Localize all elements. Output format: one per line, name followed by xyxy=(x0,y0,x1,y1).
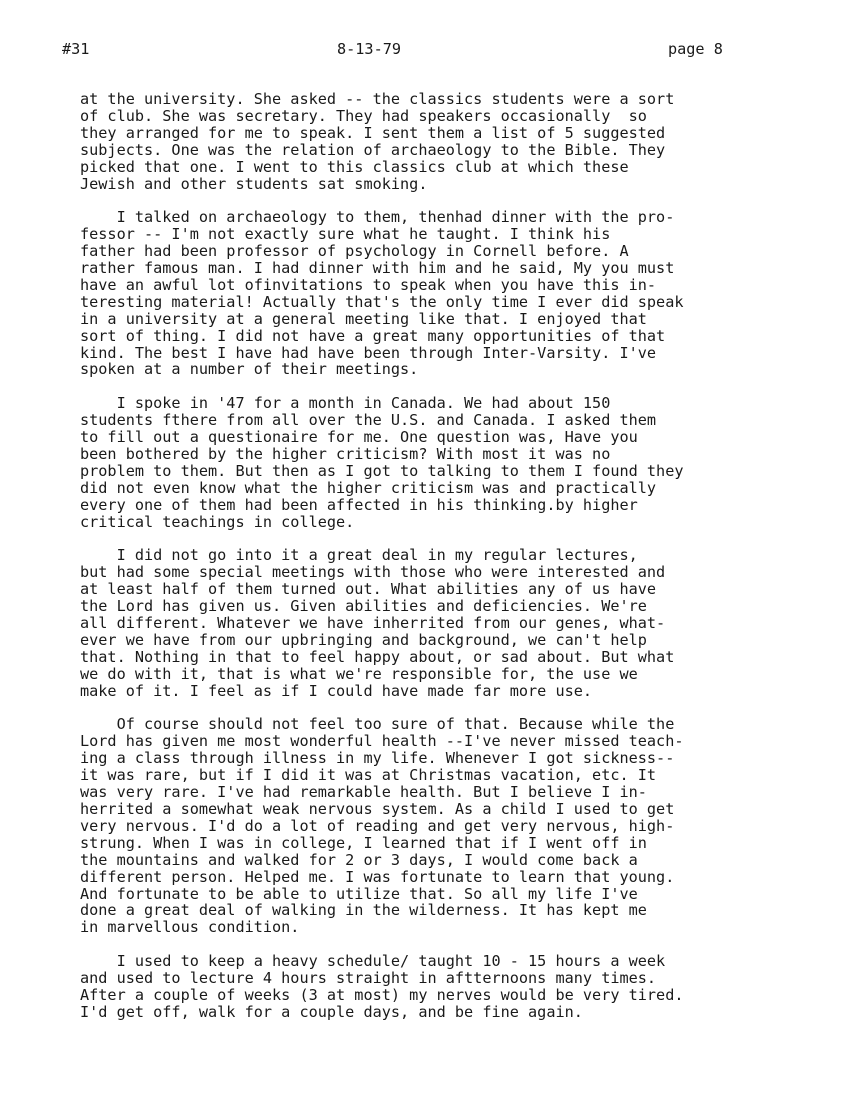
text-line: I'd get off, walk for a couple days, and be fine again. xyxy=(80,1002,583,1021)
text-line: father had been professor of psychology in Cornell before. A xyxy=(80,242,629,261)
text-line: the mountains and walked for 2 or 3 days, I would come back a xyxy=(80,850,638,869)
text-line: I used to keep a heavy schedule/ taught 10 - 15 hours a week xyxy=(80,952,666,971)
text-line: critical teachings in college. xyxy=(80,512,355,531)
page-header xyxy=(0,38,847,60)
text-line: ever we have from our upbringing and background, we can't help xyxy=(80,630,647,649)
text-line: problem to them. But then as I got to talking to them I found they xyxy=(80,461,684,480)
text-line: spoken at a number of their meetings. xyxy=(80,360,419,379)
text-line: Lord has given me most wonderful health --I've never missed teach- xyxy=(80,732,684,751)
paragraph xyxy=(80,209,780,378)
text-line: make of it. I feel as if I could have made far more use. xyxy=(80,681,593,700)
text-line: was very rare. I've had remarkable health. But I believe I in- xyxy=(80,783,647,802)
text-line: they arranged for me to speak. I sent them a list of 5 suggested xyxy=(80,123,666,142)
text-line: very nervous. I'd do a lot of reading and get very nervous, high- xyxy=(80,816,675,835)
text-line: but had some special meetings with those who were interested and xyxy=(80,563,666,582)
text-line: subjects. One was the relation of archaeology to the Bible. They xyxy=(80,140,666,159)
text-line: all different. Whatever we have inherrited from our genes, what- xyxy=(80,614,666,633)
text-line: students fthere from all over the U.S. and Canada. I asked them xyxy=(80,411,657,430)
text-line: at least half of them turned out. What abilities any of us have xyxy=(80,580,657,599)
text-line: I talked on archaeology to them, thenhad dinner with the pro- xyxy=(80,208,675,227)
text-line: that. Nothing in that to feel happy about, or sad about. But what xyxy=(80,647,675,666)
text-line: of club. She was secretary. They had speakers occasionally so xyxy=(80,106,647,125)
paragraph xyxy=(80,953,780,1021)
text-line: it was rare, but if I did it was at Christmas vacation, etc. It xyxy=(80,766,657,785)
text-line: done a great deal of walking in the wilderness. It has kept me xyxy=(80,901,647,920)
text-line: rather famous man. I had dinner with him and he said, My you must xyxy=(80,259,675,278)
text-line: we do with it, that is what we're responsible for, the use we xyxy=(80,664,638,683)
text-line: been bothered by the higher criticism? With most it was no xyxy=(80,445,611,463)
text-line: I did not go into it a great deal in my regular lectures, xyxy=(80,546,638,565)
text-line: at the university. She asked -- the classics students were a sort xyxy=(80,90,675,108)
text-line: teresting material! Actually that's the only time I ever did speak xyxy=(80,292,684,311)
paragraph xyxy=(80,395,780,530)
text-line: herrited a somewhat weak nervous system. As a child I used to get xyxy=(80,800,675,818)
text-line: different person. Helped me. I was fortunate to learn that young. xyxy=(80,867,675,886)
text-line: And fortunate to be able to utilize that. So all my life I've xyxy=(80,884,638,903)
text-line: After a couple of weeks (3 at most) my nerves would be very tired. xyxy=(80,985,684,1004)
text-line: I spoke in '47 for a month in Canada. We had about 150 xyxy=(80,394,611,413)
text-line: strung. When I was in college, I learned that if I went off in xyxy=(80,833,647,852)
text-line: did not even know what the higher criticism was and practically xyxy=(80,478,657,497)
document-number: #31 xyxy=(62,40,90,58)
paragraph xyxy=(80,91,780,192)
text-line: sort of thing. I did not have a great many opportunities of that xyxy=(80,326,666,345)
text-line: every one of them had been affected in his thinking.by higher xyxy=(80,495,638,514)
text-line: Of course should not feel too sure of that. Because while the xyxy=(80,715,675,734)
paragraph xyxy=(80,547,780,699)
text-line: have an awful lot ofinvitations to speak when you have this in- xyxy=(80,275,657,294)
paragraph xyxy=(80,716,780,936)
document-date: 8-13-79 xyxy=(337,40,402,58)
body-text xyxy=(80,91,780,1038)
text-line: in marvellous condition. xyxy=(80,918,300,937)
text-line: kind. The best I have had have been through Inter-Varsity. I've xyxy=(80,343,657,362)
text-line: picked that one. I went to this classics club at which these xyxy=(80,157,629,176)
text-line: Jewish and other students sat smoking. xyxy=(80,174,428,193)
text-line: and used to lecture 4 hours straight in aftternoons many times. xyxy=(80,969,657,988)
text-line: ing a class through illness in my life. Whenever I got sickness-- xyxy=(80,749,675,768)
text-line: in a university at a general meeting like that. I enjoyed that xyxy=(80,309,647,328)
page-number: page 8 xyxy=(668,40,723,58)
text-line: the Lord has given us. Given abilities and deficiencies. We're xyxy=(80,597,647,616)
text-line: to fill out a questionaire for me. One question was, Have you xyxy=(80,428,638,447)
text-line: fessor -- I'm not exactly sure what he taught. I think his xyxy=(80,225,611,244)
